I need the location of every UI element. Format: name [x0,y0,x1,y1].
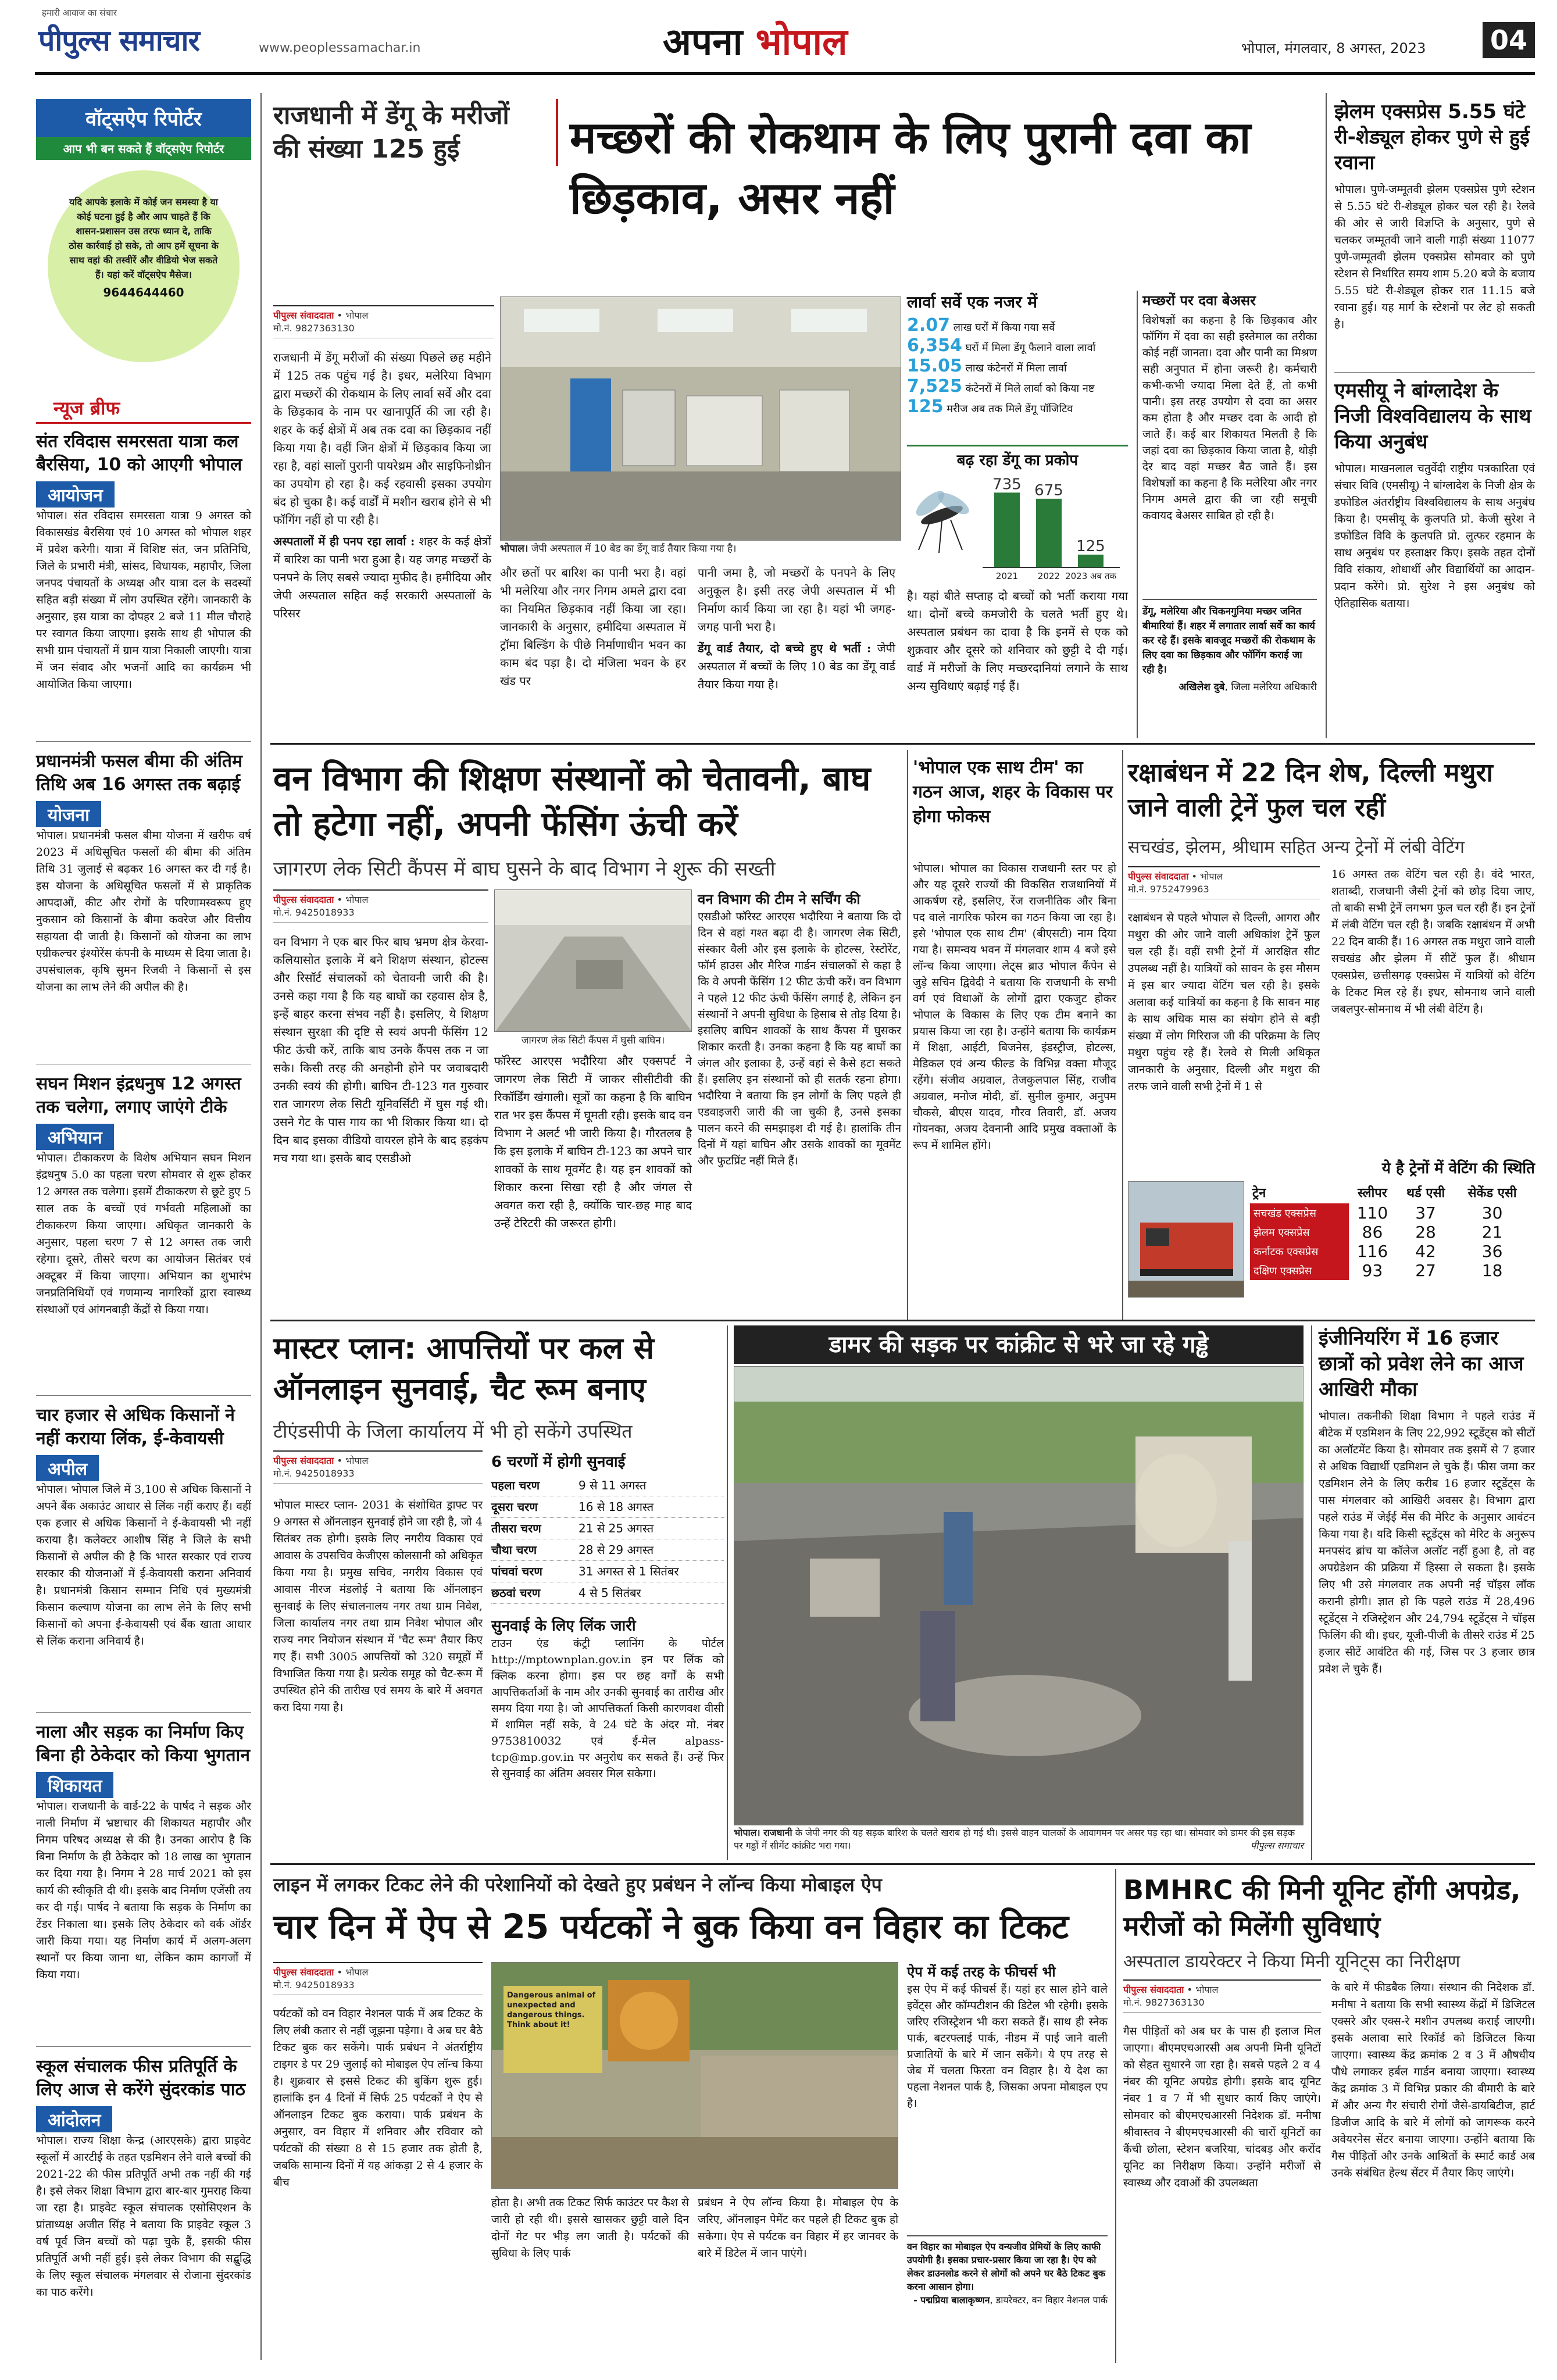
brief-text: भोपाल। राज्य शिक्षा केन्द्र (आरएसके) द्वारा प्राइवेट स्कूलों में आरटीई के तहत एडमिशन लेने वाले बच्चों की 2021-22 की फीस प्रतिपूर्ति अभी तक नहीं की गई है। इसे लेकर शिक्षा विभाग द्वारा बार-बार गुमराह किया जा रहा है। प्राइवेट स्कूल संचालक एसोसिएशन के प्रांताध्यक्ष अजीत सिंह ने बताया कि प्राइवेट स्कूल 3 वर्ष पूर्व जिन बच्चों को पढ़ा चुके हैं, इसकी फीस प्रतिपूर्ति अभी नहीं हुई। इसे लेकर विभाग की सद्बुद्धि के लिए स्कूल संचालक मंगलवार से रोजाना सुंदरकांड का पाठ करेंगे। [36,2134,251,2299]
quote-text: डेंगू, मलेरिया और चिकनगुनिया मच्छर जनित बीमारियां हैं। शहर में लगातार लार्वा सर्वे का कार्य कर रहे हैं। इसके बावजूद मच्छरों की रोकथाम के लिए दवा का छिड़काव और फॉगिंग कराई जा रही है। [1142,606,1315,676]
byline-mobile: मो.नं. 9425018933 [273,907,355,918]
byline-name: पीपुल्स संवाददाता [1128,871,1189,882]
byline-mobile: मो.नं. 9425018933 [273,1468,355,1479]
page-number: 04 [1483,22,1535,58]
masthead-logo[interactable]: पीपुल्स समाचार [38,24,199,58]
vanvihar-photo [491,1962,898,2189]
vanvihar-sign-text: Dangerous animal of unexpected and dangerous things. Think about it! [507,1991,596,2029]
engineering-story [1319,1325,1535,1678]
lead-text: और छतों पर बारिश का पानी भरा है। वहां भी मलेरिया और नगर निगम अमले द्वारा दवा का नियमित छिड़काव नहीं किया जा रहा। जानकारी के अनुसार, हमीदिया अस्पताल में ट्रॉमा बिल्डिंग के पीछे निर्माणाधीन भवन का काम बंद पड़ा है। दो मंजिला भवन के हर खंड पर [500,566,686,688]
byline-name: पीपुल्स संवाददाता [273,894,334,905]
column-divider [727,1325,728,1860]
news-brief-rule [36,422,251,424]
whatsapp-subtitle: आप भी बन सकते हैं वॉट्सऐप रिपोर्टर [36,137,251,160]
lead-byline: पीपुल्स संवाददाता • भोपाल मो.नं. 9827363130 [273,305,494,338]
whatsapp-title: वॉट्सऐप रिपोर्टर [36,99,251,137]
brief-5 [36,1721,251,1984]
table-header: ट्रेन [1252,1186,1266,1200]
lead-text: जेपी अस्पताल में बच्चों के लिए 10 बेड का डेंगू वार्ड तैयार किया गया है। [698,641,895,691]
section-divider [270,743,1535,745]
forest-col-3 [698,889,901,1169]
table-header-row [1250,1181,1529,1203]
vanvihar-col-4 [907,1962,1108,2111]
pothole-caption-text: के जेपी नगर की यह सड़क बारिश के चलते खराब हो गई थी। इससे वाहन चालकों के आवागमन पर असर पड़ रहा था। सोमवार को डामर की इस सड़क पर गड्ढों में सीमेंट कांक्रीट भरा गया। [734,1827,1295,1851]
quote-role: , डायरेक्टर, वन विहार नेशनल पार्क [990,2295,1108,2306]
brief-headline: चार हजार से अधिक किसानों ने नहीं कराया लिंक, ई-केवायसी [36,1405,235,1449]
lead-col-2 [500,564,686,694]
table-cell: 93 [1362,1261,1383,1280]
brief-headline: संत रविदास समरसता यात्रा कल बैरसिया, 10 को आएगी भोपाल [36,431,242,475]
phase-label: छठवां चरण [491,1586,541,1600]
forest-byline: पीपुल्स संवाददाता • भोपाल मो.नं. 9425018933 [273,889,488,923]
larva-number: 15.05 [907,356,962,376]
forest-subhead: जागरण लेक सिटी कैंपस में बाघ घुसने के बाद विभाग ने शुरू की सख्ती [273,857,776,881]
brief-text: भोपाल। राजधानी के वार्ड-22 के पार्षद ने सड़क और नाली निर्माण में भ्रष्टाचार की शिकायत महापौर और निगम परिषद अध्यक्ष से की है। उनका आरोप है कि बिना निर्माण के ही ठेकेदार को 18 लाख का भुगतान कर दिया गया है। निगम ने 28 मार्च 2021 को इस कार्य की स्वीकृति दी थी। इसके बाद निर्माण एजेंसी तय कर दी गई। पार्षद ने बताया कि सड़क के निर्माण का टेंडर निकाला था। इसके लिए ठेकेदार को वर्क ऑर्डर जारी किया गया। यह निर्माण कार्य में अलग-अलग स्थानों पर किया जाना था, लेकिन काम कागजों में किया गया। [36,1800,251,1981]
quote-role: , जिला मलेरिया अधिकारी [1224,681,1317,693]
trains-subhead: सचखंड, झेलम, श्रीधाम सहित अन्य ट्रेनों में लंबी वेटिंग [1128,837,1465,857]
masthead-rule [35,72,1535,75]
pothole-caption [734,1827,1304,1852]
byline-city: भोपाल [345,310,369,321]
lead-inner-divider [1137,291,1138,738]
chart-title: बढ़ रहा डेंगू का प्रकोप [956,452,1079,469]
trains-col-2: 16 अगस्त तक वेटिंग चल रही है। वंदे भारत, शताब्दी, राजधानी जैसी ट्रेनों को छोड़ दिया जाए, तो बाकी सभी ट्रेनें लगभग फुल चल रही हैं। इन ट्रेनों में लंबी वेटिंग चल रही है। जबकि रक्षाबंधन में अभी 22 दिन बाकी हैं। 16 अगस्त तक मथुरा जाने वाली सचखंड और झेलम में सीटें फुल हैं। श्रीधाम एक्सप्रेस, छत्तीसगढ़ एक्सप्रेस में यात्रियों को वेटिंग के टिकट मिल रहे हैं। इधर, सोमनाथ जाने वाली जबलपुर-सोमनाथ में भी लंबी वेटिंग है। [1331,868,1535,1016]
table-cell: दक्षिण एक्सप्रेस [1250,1261,1349,1280]
phases-title: 6 चरणों में होगी सुनवाई [491,1453,626,1471]
chart-data-label: 675 [1034,481,1063,499]
lead-text: राजधानी में डेंगू मरीजों की संख्या पिछले छह महीने में 125 तक पहुंच गई है। इधर, मलेरिया विभाग द्वारा मच्छरों की रोकथाम के लिए लार्वा सर्वे और दवा के छिड़काव के नाम पर खानापूर्ति की जा रही है। शहर के कई क्षेत्रों में अब तक दवा का छिड़काव नहीं किया गया है। वहीं जिन क्षेत्रों में छिड़काव किया जा रहा है, वहां सालों पुरानी पायरेथ्रम और साइफिनोथ्रीन का उपयोग हो रहा है। कई रहवासी इसका उपयोग बंद हो चुका है। कई वार्डों में मशीन खराब होने से भी फॉगिंग नहीं हो पा रही है। [273,351,491,527]
bmhrc-col-2: के बारे में फीडबैक लिया। संस्थान की निदेशक डॉ. मनीषा ने बताया कि सभी स्वास्थ्य केंद्रों में डिजिटल एक्सरे और एक्स-रे मशीन उपलब्ध कराई जाएगी। इसके अलावा सारे रिकॉर्ड को डिजिटल किया जाएगा। स्वास्थ्य केंद्र क्रमांक 2 व 3 में औषधीय पौधे लगाकर हर्बल गार्डन बनाया जाएगा। स्वास्थ्य केंद्र क्रमांक 3 में विभिन्न प्रकार की बीमारी के बारे में और अन्य गैर संचारी रोगों जैसे-डायबिटीज, हार्ट डिजीज आदि के बारे में लोगों को जागरूक करने अवेयरनेस सेंटर बनाया जाएगा। उन्होंने बताया कि गैस पीड़ितों और उनके आश्रितों के स्मार्ट कार्ड अब उनके संबंधित हेल्थ सेंटर में तैयार किए जाएंगे। [1331,1981,1535,2179]
forest-col-2: फॉरेस्ट आरएस भदौरिया और एक्सपर्ट ने जागरण लेक सिटी में जाकर सीसीटीवी की रिकॉर्डिंग खंगाली। सूत्रों का कहना है कि बाघिन रात भर इस कैंपस में घूमती रही। इसके बाद वन विभाग ने अलर्ट भी जारी किया है। गौरतलब है कि इस इलाके में बाघिन टी-123 का अपने चार शावकों के साथ मूवमेंट है। यह इन शावकों को शिकार करना सिखा रही है और जंगल से अवगत करा रही है, क्योंकि चार-छह माह बाद उन्हें टेरिटरी की जरूरत होगी। [494,1054,692,1230]
masterplan-headline: मास्टर प्लान: आपत्तियों पर कल से ऑनलाइन सुनवाई, चैट रूम बनाए [273,1331,654,1407]
jhelum-story [1334,99,1535,333]
pothole-caption-city: भोपाल। राजधानी [734,1827,792,1838]
vanvihar-text: इस ऐप में कई फीचर्स हैं। यहां हर साल होने वाले इवेंट्स और कॉम्पटीशन की डिटेल भी रहेगी। इसके जरिए रजिस्ट्रेशन भी करा सकते हैं। साथ ही स्नेक पार्क, बटरफ्लाई पार्क, नीडम में पाई जाने वाली प्रजातियों के बारे में जान सकेंगे। ये एप तरह से जेब में चलता फिरता वन विहार है। ये देश का पहला नेशनल पार्क है, जिसका अपना मोबाइल एप है। [907,1983,1108,2110]
brief-text: भोपाल। प्रधानमंत्री फसल बीमा योजना में खरीफ वर्ष 2023 में अधिसूचित फसलों की बीमा की अंतिम तिथि 31 जुलाई से बढ़कर 16 अगस्त कर दी गई है। इस योजना के अधिसूचित फसलों में से प्राकृतिक आपदाओं, कीट और रोगों के परिणामस्वरूप हुए नुकसान को किसानों के बीमा कवरेज और वित्तीय सहायता दी जाती है। किसानों को योजना का लाभ एग्रीकल्चर इंश्योरेंस कंपनी के माध्यम से दिया जाता है। उपसंचालक, कृषि सुमन रिजवी ने किसानों से इस योजना का लाभ लेने की अपील की है। [36,829,251,994]
phase-label: दूसरा चरण [491,1500,538,1514]
phase-dates: 31 अगस्त से 1 सितंबर [578,1564,679,1578]
section-divider [270,1320,1535,1321]
brief-tag: आयोजन [36,481,115,508]
brief-tag: योजना [36,801,101,827]
larva-number: 7,525 [907,376,962,396]
quote-text: वन विहार का मोबाइल ऐप वन्यजीव प्रेमियों के लिए काफी उपयोगी है। इसका प्रचार-प्रसार किया जा रहा है। ऐप को लेकर डाउनलोड करने से लोगों को अपने घर बैठे टिकट बुक करना आसान होगा। [907,2241,1105,2292]
brief-tag: आंदोलन [36,2106,112,2132]
brief-divider [36,741,251,742]
table-cell: 30 [1481,1203,1503,1223]
quote-attribution [907,2293,1108,2306]
pothole-photo [734,1366,1304,1825]
byline-mobile: मो.नं. 9752479963 [1128,884,1209,895]
cctv-image [495,890,692,1032]
chart-bar [1078,555,1104,567]
table-cell: 28 [1415,1223,1436,1242]
table-row [1250,1261,1529,1280]
byline-mobile: मो.नं. 9425018933 [273,1979,355,1991]
table-cell: 36 [1481,1242,1503,1261]
table-header: स्लीपर [1358,1186,1387,1200]
locomotive-image [1129,1182,1244,1298]
phase-dates: 9 से 11 अगस्त [578,1478,647,1492]
table-cell: 110 [1356,1203,1388,1223]
section-title-part1: अपना [663,21,743,64]
table-header: सेकेंड एसी [1467,1186,1517,1200]
byline-mobile: मो.नं. 9827363130 [273,323,355,334]
brief-text: भोपाल। भोपाल जिले में 3,100 से अधिक किसानों ने अपने बैंक अकाउंट आधार से लिंक नहीं कराए हैं। वहीं एक हजार से अधिक किसानों ने ई-केवायसी भी नहीं कराया है। कलेक्टर आशीष सिंह ने जिले के सभी किसानों से अपील की है कि भारत सरकार एवं राज्य सरकार की योजनाओं में ई-केवायसी कराना अनिवार्य है। प्रधानमंत्री किसान सम्मान निधि एवं मुख्यमंत्री किसान कल्याण योजना का लाभ लेने के लिए सभी किसानों को अपना ई-केवायसी एवं बैंक खाता आधार से लिंक कराना अनिवार्य है। [36,1483,251,1648]
dengue-chart [907,445,1128,584]
brief-3 [36,1073,251,1318]
forest-headline: वन विभाग की शिक्षण संस्थानों को चेतावनी, बाघ तो हटेगा नहीं, अपनी फेंसिंग ऊंची करें [273,759,871,844]
larva-label: मरीज अब तक मिले डेंगू पॉजिटिव [947,403,1073,415]
story-headline: एमसीयू ने बांग्लादेश के निजी विश्वविद्यालय के साथ किया अनुबंध [1334,379,1531,453]
left-column-divider [260,93,262,2360]
pothole-headline: डामर की सड़क पर कांक्रीट से भरे जा रहे गड्ढे [734,1325,1304,1364]
table-cell: 21 [1481,1223,1503,1242]
photo-credit: पीपुल्स समाचार [1250,1840,1304,1851]
chart-category-label: 2022 [1037,571,1060,581]
brief-tag: शिकायत [36,1772,113,1798]
larva-row [907,396,1134,417]
lead-text: शहर के कई क्षेत्रों में बारिश का पानी भरा हुआ है। यह जगह मच्छरों के पनपने के लिए सबसे ज्यादा मुफीद है। हमीदिया और जेपी अस्पताल सहित कई सरकारी अस्पतालों के परिसर [273,534,491,620]
chart-bar [1036,499,1062,567]
vanvihar-col-1: पर्यटकों को वन विहार नेशनल पार्क में अब टिकट के लिए लंबी कतार से नहीं जूझना पड़ेगा। वे अब घर बैठे टिकट बुक कर सकेंगे। पार्क प्रबंधन ने अंतर्राष्ट्रीय टाइगर डे पर 29 जुलाई को मोबाइल ऐप लॉन्च किया है। शुक्रवार से इससे टिकट की बुकिंग शुरू हुई। हालांकि इन 4 दिनों में सिर्फ 25 पर्यटकों ने ऐप से ऑनलाइन टिकट बुक कराया। पार्क प्रबंधन के अनुसार, वन विहार में शनिवार और रविवार को पर्यटकों की संख्या 8 से 15 हजार तक होती है, जबकि सामान्य दिनों में यह आंकड़ा 2 से 4 हजार के बीच [273,2007,483,2189]
chart-category-label: 2023 अब तक [1065,571,1116,581]
chart-data-label: 735 [992,476,1022,494]
forest-col3-head: वन विभाग की टीम ने सर्चिंग की [698,891,860,907]
byline-name: पीपुल्स संवाददाता [1123,1984,1184,1995]
right-column-divider [1326,93,1327,738]
lead-col-3 [698,564,895,697]
dengue-ward-photo [500,296,901,541]
phase-dates: 28 से 29 अगस्त [578,1543,654,1557]
brief-1 [36,430,251,693]
phase-label: पांचवां चरण [491,1564,542,1578]
lead-kicker: राजधानी में डेंगू के मरीजों की संख्या 125 हुई [273,99,558,166]
chart-category-label: 2021 [995,571,1019,581]
whatsapp-box [36,99,251,389]
masthead [0,0,1557,76]
byline-name: पीपुल्स संवाददाता [273,310,334,321]
dengue-chart-svg [907,469,1128,585]
lead-col-4 [907,587,1128,699]
brief-tag: अभियान [36,1124,114,1150]
phase-row [491,1539,724,1561]
tiger-photo-caption: जागरण लेक सिटी कैंपस में घुसी बाघिन। [521,1035,665,1046]
chart-data-label: 125 [1076,538,1105,556]
table-cell: सचखंड एक्सप्रेस [1250,1203,1349,1223]
lead-text: पानी जमा है, जो मच्छरों के पनपने के लिए अनुकूल है। इसी तरह जेपी अस्पताल में भी निर्माण कार्य किया जा रहा है। यहां भी जगह-जगह पानी भरा है। [698,566,895,634]
table-cell: 27 [1415,1261,1436,1280]
story-divider [1334,372,1535,373]
tiger-cctv-photo [494,889,692,1032]
brief-4 [36,1404,251,1650]
larva-row [907,335,1134,356]
table-cell: 116 [1356,1242,1388,1261]
table-row [1250,1223,1529,1242]
byline-name: पीपुल्स संवाददाता [273,1455,334,1466]
brief-6 [36,2055,251,2369]
larva-row [907,356,1134,376]
lead-col-5 [1142,291,1317,524]
forest-col-1: वन विभाग ने एक बार फिर बाघ भ्रमण क्षेत्र केरवा-कलियासोत इलाके में बने शिक्षण संस्थान, होटल्स और रिसॉर्ट संचालकों को चेतावनी जारी की है। उनसे कहा गया है कि यह बाघों का रहवास क्षेत्र है, इन्हें बाहर करना संभव नहीं है। इसलिए, ये शिक्षण संस्थान सुरक्षा की दृष्टि से स्वयं अपनी फेंसिंग 12 फीट ऊंची करें, ताकि बाघ उनके कैंपस तक न जा सके। किसी तरह की अनहोनी होने पर जवाबदारी उनकी स्वयं की होगी। बाघिन टी-123 गत गुरुवार रात जागरण लेक सिटी यूनिवर्सिटी में घुस गई थी। उसने गेट के पास गाय का भी शिकार किया था। दो दिन बाद इसका वीडियो वायरल होने के बाद हड़कंप मच गया था। इसके बाद एसडीओ [273,935,488,1165]
vanvihar-headline: चार दिन में ऐप से 25 पर्यटकों ने बुक किया वन विहार का टिकट [273,1907,1069,1946]
table-row [1250,1242,1529,1261]
section-divider [270,1863,1535,1865]
masterplan-col-1: भोपाल मास्टर प्लान- 2031 के संशोधित ड्राफ्ट पर 9 अगस्त से ऑनलाइन सुनवाई होने जा रही है, जो 4 सितंबर तक होगी। इसके लिए नगरीय विकास एवं आवास के उपसचिव केजीएस कोलसानी को अधिकृत किया गया है। प्रमुख सचिव, नगरीय विकास एवं आवास नीरज मंडलोई ने बताया कि ऑनलाइन सुनवाई के लिए संचालनालय नगर तथा ग्राम निवेश, जिला कार्यालय नगर तथा ग्राम निवेश भोपाल और राज्य नगर नियोजन संस्थान में 'चैट रूम' तैयार किए गए हैं। सभी 3005 आपत्तियों को 320 समूहों में विभाजित किया गया है। प्रत्येक समूह को चैट-रूम में उपस्थित होने की तारीख एवं समय के बारे में अवगत करा दिया गया है। [273,1499,483,1714]
byline-city: भोपाल [345,1967,369,1978]
table-header: थर्ड एसी [1406,1186,1445,1200]
team-text: भोपाल। भोपाल का विकास राजधानी स्तर पर हो और यह दूसरे राज्यों की विकसित राजधानियों में आकर्षण रहे, इसलिए, रेंज राजनीतिक और बिना पद वाले नागरिक फोरम का गठन किया जा रहा है। इसे 'भोपाल एक साथ टीम' (बीएसटी) नाम दिया गया है। समन्वय भवन में मंगलवार शाम 4 बजे इसे लॉन्च किया जाएगा। लेट्स ब्राउ भोपाल कैंपेन से जुड़े सचिन द्विवेदी ने बताया कि राजधानी के सभी वर्ग एवं विधाओं के लोगों द्वारा एकजुट होकर भोपाल के विकास के लिए एक टीम बनाने का प्रयास किया जा रहा है। उन्होंने बताया कि कार्यक्रम में शिक्षा, आईटी, बिजनेस, इंडस्ट्रीज, होटल्स, मेडिकल एवं अन्य फील्ड के विभिन्न वक्ता मौजूद रहेंगे। संजीव अग्रवाल, तेजकुलपाल सिंह, राजीव अग्रवाल, मनोज मोदी, डॉ. सुनील कुमार, अनुपम चौकसे, बीएस यादव, गौरव तिवारी, डॉ. अजय गोयनका, अजय देवनानी आदि प्रमुख वक्ताओं के रूप में शामिल होंगे। [913,862,1116,1152]
bmhrc-col-1: गैस पीड़ितों को अब घर के पास ही इलाज मिल जाएगा। बीएमएचआरसी अब अपनी मिनी यूनिटों को सेहत सुधारने जा रहा है। सबसे पहले 2 व 4 नंबर की यूनिट अपग्रेड होगी। इसके बाद यूनिट नंबर 1 व 7 में भी सुधार कार्य किए जाएंगे। सोमवार को बीएमएचआरसी निदेशक डॉ. मनीषा श्रीवास्तव ने बीएमएचआरसी की चारों यूनिटों का कैंची छोला, स्टेशन बजरिया, चांदबड़ और करोंद यूनिट का निरीक्षण किया। उन्होंने मरीजों से स्वास्थ्य और दवाओं की उपलब्धता [1123,2025,1321,2189]
story-headline: इंजीनियरिंग में 16 हजार छात्रों को प्रवेश लेने का आज आखिरी मौका [1319,1327,1524,1401]
trains-col-1: रक्षाबंधन से पहले भोपाल से दिल्ली, आगरा और मथुरा की ओर जाने वाली अधिकांश ट्रेनें फुल चल रही हैं। वहीं सभी ट्रेनों में आरक्षित सीट उपलब्ध नहीं है। यात्रियों को सावन के इस मौसम में इस बार ज्यादा वेटिंग चल रही है। इसके अलावा कई यात्रियों का कहना है कि सावन माह के साथ अधिक मास का संयोग होने से बड़ी संख्या में लोग गिरिराज जी की परिक्रमा के लिए मथुरा पहुंच रहे हैं। रेलवे से मिली अधिकृत जानकारी के अनुसार, दिल्ली और मथुरा की तरफ जाने वाली सभी ट्रेनों में 1 से [1128,912,1320,1093]
phase-label: तीसरा चरण [491,1521,541,1535]
larva-label: लाख घरों में किया गया सर्वे [953,321,1055,334]
larva-row [907,315,1134,335]
brief-headline: स्कूल संचालक फीस प्रतिपूर्ति के लिए आज से करेंगे सुंदरकांड पाठ [36,2056,245,2100]
column-divider [1122,750,1123,1320]
vanvihar-col4-head: ऐप में कई तरह के फीचर्स भी [907,1964,1056,1980]
lead-col5-head: मच्छरों पर दवा बेअसर [1142,292,1256,309]
larva-row [907,376,1134,396]
section-title-part2: भोपाल [755,21,848,64]
phase-dates: 21 से 25 अगस्त [578,1521,654,1535]
masterplan-byline: पीपुल्स संवाददाता • भोपाल मो.नं. 9425018933 [273,1450,483,1484]
byline-city: भोपाल [345,894,369,905]
vanvihar-kicker: लाइन में लगकर टिकट लेने की परेशानियों को देखते हुए प्रबंधन ने लॉन्च किया मोबाइल ऐप [273,1874,882,1896]
phase-dates: 4 से 5 सितंबर [578,1586,641,1600]
hospital-ward-image [501,297,901,541]
phase-row [491,1496,724,1518]
column-divider [907,750,908,1320]
road-repair-image [734,1367,1304,1825]
news-brief-label: न्यूज ब्रीफ [53,397,120,419]
story-text: भोपाल। माखनलाल चतुर्वेदी राष्ट्रीय पत्रकारिता एवं संचार विवि (एमसीयू) ने बांग्लादेश के निजी क्षेत्र के डफोडिल अंतर्राष्ट्रीय विश्वविद्यालय के साथ अनुबंध किया है। एमसीयू के कुलपति प्रो. केजी सुरेश ने डफोडिल विवि के कुलपति प्रो. लुत्फर रहमान के साथ अनुबंध पर हस्ताक्षर किए। इसके तहत दोनों विवि संकाय, शोधार्थी और विद्यार्थियों का आदान-प्रदान करेंगे। प्रो. सुरेश ने इस अनुबंध को ऐतिहासिक बताया। [1334,462,1535,610]
chart-bar [994,492,1020,567]
phase-row [491,1475,724,1496]
official-quote [1142,599,1317,693]
larva-survey-box [907,291,1134,417]
vanvihar-col-2: होता है। अभी तक टिकट सिर्फ काउंटर पर कैश से जारी हो रही थी। इससे खासकर छुट्टी वाले दिन दोनों गेट पर भीड़ लग जाती है। पर्यटकों की सुविधा के लिए पार्क [491,2196,689,2260]
mcu-story [1334,378,1535,612]
table-row [1250,1203,1529,1223]
phase-row [491,1518,724,1539]
column-divider [1311,1325,1312,1860]
lead-text: विशेषज्ञों का कहना है कि छिड़काव और फॉगिंग में दवा का सही इस्तेमाल का तरीका कोई नहीं जानता। दवा और पानी का मिश्रण सही अनुपात में होना जरूरी है। कर्मचारी कभी-कभी ज्यादा मिला देते हैं, तो कभी पानी। इस तरह उपयोग से दवा का असर कम होता है और मच्छर दवा के आदी हो जाते हैं। कई बार शिकायत मिलती है कि जहां दवा का छिड़काव किया जाता है, थोड़ी देर बाद वहां मच्छर बैठ जाते हैं। इस विशेषज्ञों का कहना है कि मलेरिया और नगर निगम अमले द्वारा की जा रही समूची कवायद बेअसर साबित हो रही है। [1142,314,1317,522]
vanvihar-byline: पीपुल्स संवाददाता • भोपाल मो.नं. 9425018933 [273,1962,483,1995]
brief-divider [36,1395,251,1396]
story-text: भोपाल। पुणे-जम्मूतवी झेलम एक्सप्रेस पुणे स्टेशन से 5.55 घंटे री-शेड्यूल होकर चल रही है। रेलवे की ओर से जारी विज्ञप्ति के अनुसार, पुणे से चलकर जम्मूतवी जाने वाली गाड़ी संख्या 11077 पुणे-जम्मूतवी झेलम एक्सप्रेस सोमवार को पुणे स्टेशन से निर्धारित समय शाम 5.20 बजे के बजाय 5.55 घंटे री-शेड्यूल होकर रात 11.15 बजे रवाना हुई। यह मार्ग के स्टेशनों पर लेट हो सकती है। [1334,183,1535,331]
team-headline: 'भोपाल एक साथ टीम' का गठन आज, शहर के विकास पर होगा फोकस [913,757,1113,827]
quote-author: - पद्मप्रिया बालाकृष्णन [913,2295,990,2306]
hearing-phases [491,1450,724,1782]
lead-headline: मच्छरों की रोकथाम के लिए पुरानी दवा का छिड़काव, असर नहीं [570,112,1251,224]
table-cell: झेलम एक्सप्रेस [1250,1223,1349,1242]
whatsapp-phone[interactable]: 9644644460 [103,285,184,299]
table-cell: 37 [1415,1203,1436,1223]
photo-caption-city: भोपाल। [500,543,528,555]
phase-label: पहला चरण [491,1478,540,1492]
masthead-url[interactable]: www.peoplessamachar.in [259,41,421,55]
trains-byline: पीपुल्स संवाददाता • भोपाल मो.नं. 9752479963 [1128,866,1320,899]
story-headline: झेलम एक्सप्रेस 5.55 घंटे री-शेड्यूल होकर पुणे से हुई रवाना [1334,100,1530,174]
brief-2 [36,750,251,996]
mosquito-icon [912,487,972,553]
byline-city: भोपाल [1199,871,1223,882]
table-title: ये है ट्रेनों में वेटिंग की स्थिति [1381,1160,1535,1177]
lead-subhead: डेंगू वार्ड तैयार, दो बच्चे हुए थे भर्ती : [698,641,872,655]
table-cell: 42 [1415,1242,1436,1261]
vanvihar-col-3: प्रबंधन ने ऐप लॉन्च किया है। मोबाइल ऐप के जरिए, ऑनलाइन पेमेंट कर पहले ही टिकट बुक हो सकेगा। ऐप से पर्यटक वन विहार में हर जानवर के बारे में डिटेल में जान पाएंगे। [698,2196,898,2260]
section-title [663,15,848,66]
phase-dates: 16 से 18 अगस्त [578,1500,654,1514]
link-text: टाउन एंड कंट्री प्लानिंग के पोर्टल http://mptownplan.gov.in इन पर लिंक को क्लिक करना होगा। इस पर छह वर्गों के सभी आपत्तिकर्ताओं के नाम और उनकी सुनवाई का तारीख और समय दिया गया है। जो आपत्तिकर्ता किसी कारणवश वीसी में शामिल नहीं सके, वे 24 घंटे के अंदर मो. नंबर 9753810032 एवं ई-मेल alpass-tcp@mp.gov.in पर अनुरोध कर सकते हैं। उन्हें फिर से सुनवाई का अंतिम अवसर मिल सकेगा। [491,1637,724,1780]
table-cell: 86 [1362,1223,1383,1242]
byline-mobile: मो.नं. 9827363130 [1123,1997,1205,2008]
link-head: सुनवाई के लिए लिंक जारी [491,1617,636,1635]
dateline: भोपाल, मंगलवार, 8 अगस्त, 2023 [1241,40,1426,56]
lead-col-1 [273,349,491,626]
masthead-tagline: हमारी आवाज का संचार [42,8,117,18]
larva-label: लाख कंटेनरों में मिला लार्वा [965,362,1067,374]
lead-subhead: अस्पतालों में ही पनप रहा लार्वा : [273,534,415,548]
larva-label: कंटेनरों में मिले लार्वा को किया नष्ट [965,383,1095,395]
byline-city: भोपाल [345,1455,369,1466]
brief-headline: प्रधानमंत्री फसल बीमा की अंतिम तिथि अब 16 अगस्त तक बढ़ाई [36,751,242,795]
brief-headline: नाला और सड़क का निर्माण किए बिना ही ठेकेदार को किया भुगतान [36,1722,250,1766]
larva-survey-title: लार्वा सर्वे एक नजर में [907,292,1038,312]
photo-caption-text: जेपी अस्पताल में 10 बेड का डेंगू वार्ड तैयार किया गया है। [531,543,737,555]
brief-text: भोपाल। टीकाकरण के विशेष अभियान सघन मिशन इंद्रधनुष 5.0 का पहला चरण सोमवार से शुरू होकर 12 अगस्त तक चलेगा। इसमें टीकाकरण से छूटे हुए 5 साल तक के बच्चों एवं गर्भवती महिलाओं का टीकाकरण किया जाएगा। अधिकृत जानकारी के अनुसार, पहला चरण 7 से 12 अगस्त तक जारी रहेगा। दूसरे, तीसरे चरण का आयोजन सितंबर एवं अक्टूबर में किया जाएगा। अभियान का शुभारंभ जनप्रतिनिधियों एवं गणमान्य नागरिकों द्वारा स्वास्थ्य संस्थाओं एवं आंगनबाड़ी केंद्रों से किया गया। [36,1152,251,1316]
waiting-table [1250,1181,1529,1280]
vanvihar-quote [907,2235,1108,2306]
masterplan-subhead: टीएंडसीपी के जिला कार्यालय में भी हो सकेंगे उपस्थित [273,1420,633,1442]
quote-author: अखिलेश दुबे [1179,681,1225,693]
whatsapp-bubble [48,170,240,362]
whatsapp-body: यदि आपके इलाके में कोई जन समस्या है या कोई घटना हुई है और आप चाहते हैं कि शासन-प्रशासन उस तरफ ध्यान दे, ताकि ठोस कार्रवाई हो सके, तो आप हमें सूचना के साथ वहां की तस्वीरें और वीडियो भेज सकते हैं। यहां करें वॉट्सऐप मैसेज। [69,196,219,280]
quote-attribution [1142,680,1317,693]
brief-divider [36,2046,251,2047]
story-text: भोपाल। तकनीकी शिक्षा विभाग ने पहले राउंड में बीटेक में एडमिशन के लिए 22,992 स्टूडेंट्स को सीटों का अलॉटमेंट किया है। सोमवार तक इसमें से 7 हजार से अधिक विद्यार्थी एडमिशन ले चुके हैं। फीस जमा कर एडमिशन लेने के लिए करीब 16 हजार स्टूडेंट्स के पास मंगलवार को आखिरी अवसर है। विभाग द्वारा पहले राउंड में जेईई मेंस की मेरिट के अनुसार आवंटन किया गया है। यदि किसी स्टूडेंट्स को मेरिट के अनुरूप मनपसंद ब्रांच या कॉलेज अलॉट नहीं हुआ है, तो वह अपग्रेडेशन की प्रक्रिया में हिस्सा ले सकता है। इसके लिए भी उसे मंगलवार तक अपनी नई चॉइस लॉक करानी होगी। ज्ञात हो कि पहले राउंड में 28,496 स्टूडेंट्स ने रजिस्ट्रेशन और 24,794 स्टूडेंट्स ने चॉइस फिलिंग की थी। इधर, यूजी-पीजी के तीसरे राउंड में 25 हजार सीटें आवंटित की गई, जिस पर 3 हजार छात्र प्रवेश ले चुके हैं। [1319,1410,1535,1675]
train-photo [1128,1181,1244,1298]
bmhrc-subhead: अस्पताल डायरेक्टर ने किया मिनी यूनिट्स का निरीक्षण [1123,1952,1460,1972]
larva-number: 6,354 [907,335,962,356]
larva-number: 125 [907,396,944,417]
brief-text: भोपाल। संत रविदास समरसता यात्रा 9 अगस्त को विकासखंड बैरसिया एवं 10 अगस्त को भोपाल शहर में प्रवेश करेगी। यात्रा में विशिष्ट संत, जन प्रतिनिधि, जिले के प्रभारी मंत्री, सांसद, विधायक, महापौर, जिला जनपद पंचायतों के अध्यक्ष और यात्रा दल के सदस्यों सहित बड़ी संख्या में लोग उपस्थित रहेंगे। जानकारी के अनुसार, इस यात्रा का दोपहर 2 बजे 11 मील चौराहे पर स्वागत किया जाएगा। इसके साथ ही भोपाल की सभी ग्राम पंचायतों में ग्राम यात्रा निकाली जाएगी। यात्रा में जन संवाद और भजनों आदि का कार्यक्रम भी आयोजित किया जाएगा। [36,509,251,691]
brief-divider [36,1712,251,1713]
brief-headline: सघन मिशन इंद्रधनुष 12 अगस्त तक चलेगा, लगाए जाएंगे टीके [36,1074,241,1117]
brief-tag: अपील [36,1455,99,1481]
bmhrc-headline: BMHRC की मिनी यूनिट होंगी अपग्रेड, मरीजों को मिलेंगी सुविधाएं [1123,1874,1521,1942]
trains-headline: रक्षाबंधन में 22 दिन शेष, दिल्ली मथुरा जाने वाली ट्रेनें फुल चल रहीं [1128,758,1493,823]
phase-label: चौथा चरण [491,1543,537,1557]
table-cell: 18 [1481,1261,1503,1280]
byline-name: पीपुल्स संवाददाता [273,1967,334,1978]
byline-city: भोपाल [1195,1984,1219,1995]
train-waiting-table [1128,1157,1535,1298]
phase-row [491,1561,724,1582]
forest-text: एसडीओ फॉरेस्ट आरएस भदौरिया ने बताया कि दो दिन से वहां गश्त बढ़ा दी है। जागरण लेक सिटी, संस्कार वैली और इस इलाके के होटल्स, रेस्टोरेंट, फॉर्म हाउस और मैरिज गार्डन संचालकों से कहा है कि वे अपनी फेंसिंग 12 फीट ऊंची करें। वन विभाग ने पहले 12 फीट ऊंची फेंसिंग लगाई है, लेकिन इन संस्थानों ने अपनी सुविधा के हिसाब से तोड़ दिया है। इसलिए बाघिन शावकों के साथ कैंपस में घुसकर शिकार करती है। उनका कहना है कि यह बाघों का जंगल और इलाका है, उन्हें वहां से कैसे हटा सकते हैं। इसलिए इन संस्थानों को ही सतर्क रहना होगा। भदौरिया ने बताया कि इन लोगों के लिए पहले ही एडवाइजरी जारी की जा चुकी है, उनसे इसका पालन करने की समझाइश दी गई है। हालांकि तीन दिनों में यहां बाघिन और उसके शावकों का मूवमेंट और फुटप्रिंट नहीं मिले हैं। [698,910,901,1167]
larva-label: घरों में मिला डेंगू फैलाने वाला लार्वा [965,342,1096,354]
phase-row [491,1582,724,1604]
lead-text: है। यहां बीते सप्ताह दो बच्चों को भर्ती कराया गया था। दोनों बच्चे कमजोरी के चलते भर्ती हुए थे। अस्पताल प्रबंधन का दावा है कि इनमें से एक को शुक्रवार और दूसरे को शनिवार को छुट्टी दे दी गई। वार्ड में मरीजों के लिए मच्छरदानियां लगाने के साथ अन्य सुविधाएं बढ़ाई गई हैं। [907,589,1128,693]
larva-number: 2.07 [907,315,951,335]
photo-caption [500,542,901,556]
table-cell: कर्नाटक एक्सप्रेस [1250,1242,1349,1261]
column-divider [1115,1869,1116,2363]
bmhrc-byline: पीपुल्स संवाददाता • भोपाल मो.नं. 9827363130 [1123,1979,1321,2013]
